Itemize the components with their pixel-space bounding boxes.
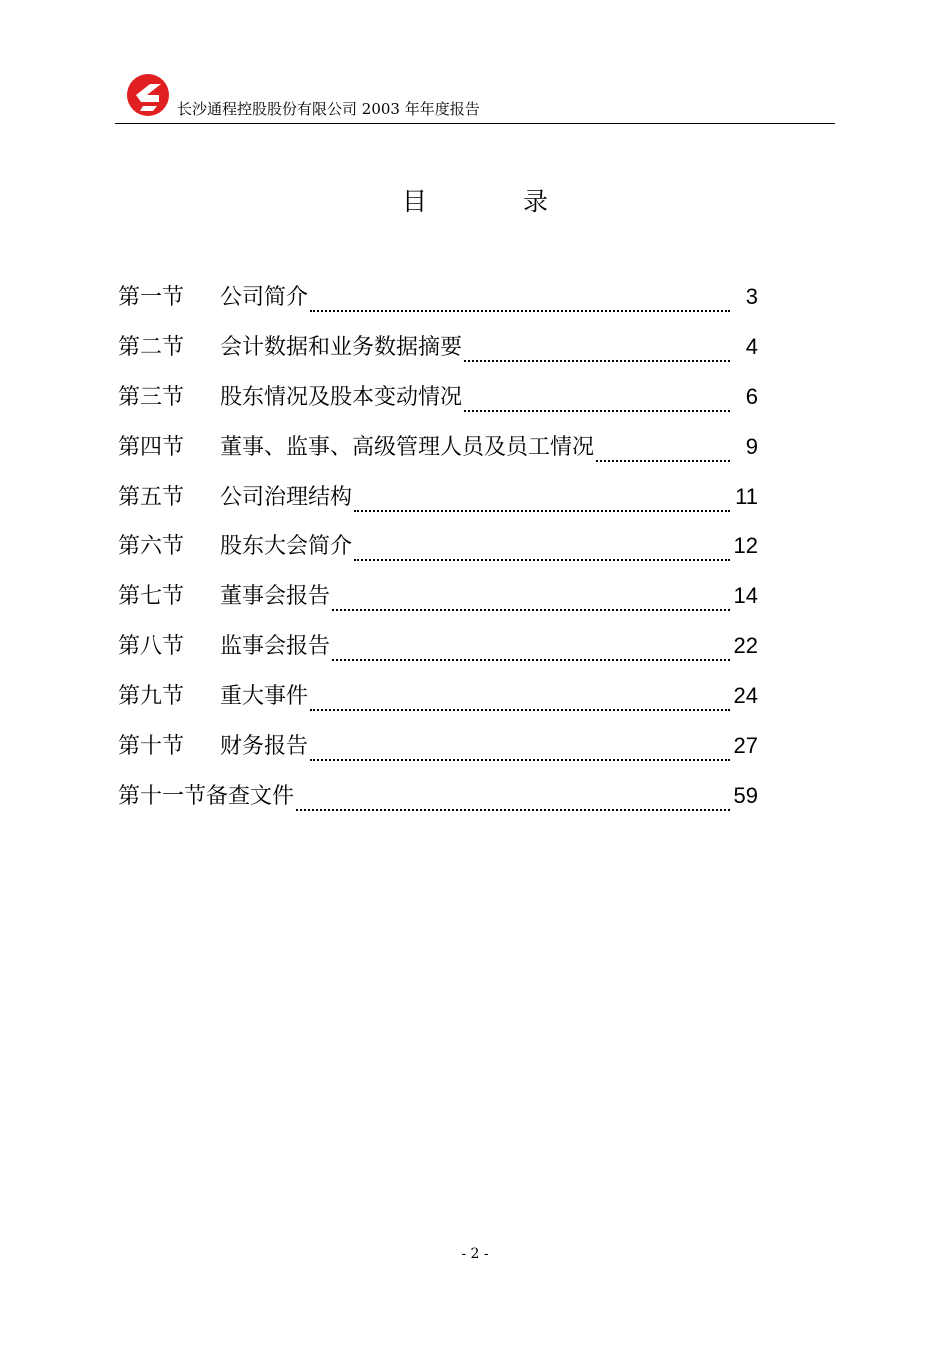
toc-dot-leader	[596, 460, 730, 462]
toc-item[interactable]	[118, 779, 758, 829]
toc-dot-leader	[310, 709, 730, 711]
toc-section-number: 第八节	[118, 634, 185, 660]
toc-section-title: 董事会报告	[220, 584, 331, 610]
toc-dot-leader	[296, 809, 730, 811]
table-of-contents	[118, 280, 758, 829]
toc-item[interactable]	[118, 430, 758, 480]
toc-section-number: 第六节	[118, 534, 185, 560]
toc-item[interactable]	[118, 729, 758, 779]
toc-page-number: 12	[733, 533, 758, 559]
page-number-footer: - 2 -	[461, 1246, 489, 1262]
toc-section-title: 股东大会简介	[220, 534, 353, 560]
header-divider	[115, 123, 835, 124]
toc-dot-leader	[464, 360, 730, 362]
toc-section-title: 备查文件	[206, 783, 295, 809]
toc-section-number: 第四节	[118, 434, 185, 460]
toc-section-number: 第七节	[118, 584, 185, 610]
toc-section-title: 董事、监事、高级管理人员及员工情况	[220, 434, 595, 460]
toc-section-number: 第九节	[118, 684, 185, 710]
toc-page-number: 59	[733, 782, 758, 808]
toc-dot-leader	[310, 310, 730, 312]
toc-page-number: 11	[735, 483, 758, 509]
toc-section-number: 第二节	[118, 334, 185, 360]
toc-dot-leader	[332, 659, 730, 661]
toc-page-number: 6	[745, 383, 758, 409]
toc-page-number: 14	[733, 583, 758, 609]
toc-item[interactable]	[118, 380, 758, 430]
page-header	[115, 70, 835, 125]
report-header-title: 长沙通程控股股份有限公司 2003 年年度报告	[177, 100, 480, 118]
toc-section-title: 会计数据和业务数据摘要	[220, 334, 463, 360]
toc-section-title: 重大事件	[220, 684, 309, 710]
toc-item[interactable]	[118, 529, 758, 579]
toc-section-title: 财务报告	[220, 734, 309, 760]
toc-section-title: 公司治理结构	[220, 484, 353, 510]
toc-page-number: 22	[733, 633, 758, 659]
toc-section-title: 股东情况及股本变动情况	[220, 384, 463, 410]
toc-section-number: 第五节	[118, 484, 185, 510]
toc-dot-leader	[354, 510, 730, 512]
toc-page-number: 9	[745, 433, 758, 459]
toc-page-number: 4	[745, 333, 758, 359]
toc-section-number: 第三节	[118, 384, 185, 410]
toc-dot-leader	[332, 609, 730, 611]
toc-item[interactable]	[118, 629, 758, 679]
toc-page-number: 3	[745, 284, 758, 309]
toc-item[interactable]	[118, 480, 758, 530]
toc-section-title: 监事会报告	[220, 634, 331, 660]
toc-item[interactable]	[118, 330, 758, 380]
toc-item[interactable]	[118, 579, 758, 629]
toc-item[interactable]	[118, 280, 758, 330]
toc-dot-leader	[354, 559, 730, 561]
toc-page-number: 27	[733, 733, 758, 759]
toc-section-title: 公司简介	[220, 285, 309, 310]
toc-heading: 目 录	[402, 187, 592, 216]
toc-section-number: 第十一节	[118, 783, 207, 809]
toc-item[interactable]	[118, 679, 758, 729]
toc-section-number: 第十节	[118, 734, 185, 760]
company-logo-icon	[123, 72, 173, 118]
toc-page-number: 24	[733, 683, 758, 709]
toc-dot-leader	[464, 410, 730, 412]
toc-section-number: 第一节	[118, 285, 185, 310]
toc-dot-leader	[310, 759, 730, 761]
